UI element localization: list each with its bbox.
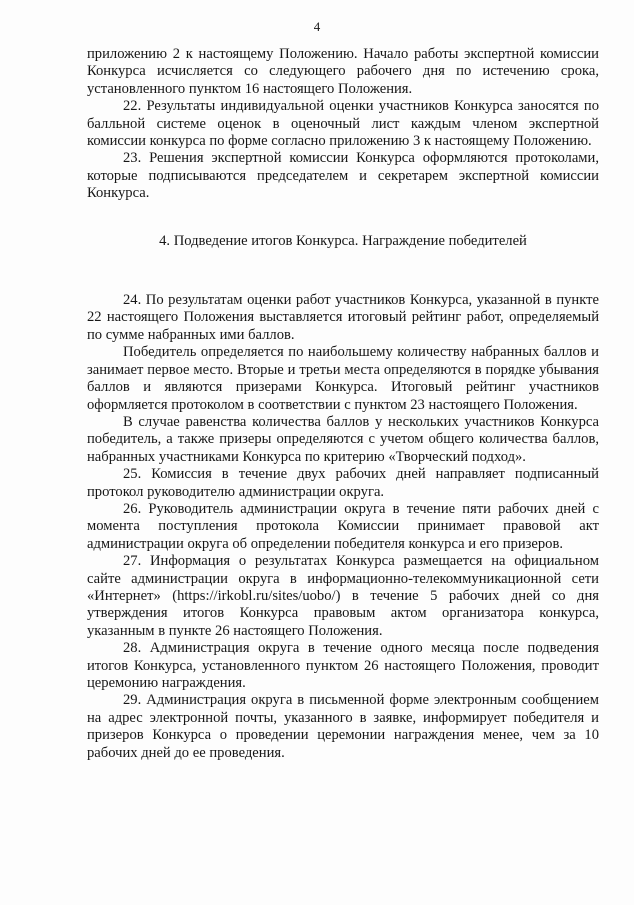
paragraph-22: 22. Результаты индивидуальной оценки участников Конкурса заносятся по балльной системе оценок в оценочный лист каждым членом экспертной комиссии конкурса по форме согласно приложению 3 к настоящему Положению. xyxy=(87,98,599,150)
document-body xyxy=(87,46,599,762)
paragraph-23: 23. Решения экспертной комиссии Конкурса оформляются протоколами, которые подписываются председателем и секретарем экспертной комиссии Конкурса. xyxy=(87,150,599,202)
paragraph-26: 26. Руководитель администрации округа в течение пяти рабочих дней с момента поступления протокола Комиссии принимает правовой акт администрации округа об определении победителя конкурса и его призеров. xyxy=(87,500,599,552)
section-heading: 4. Подведение итогов Конкурса. Награждение победителей xyxy=(159,232,527,249)
page-number: 4 xyxy=(313,19,321,34)
paragraph-27: 27. Информация о результатах Конкурса размещается на официальном сайте администрации округа в информационно-телекоммуникационной сети «Интернет» (https://irkobl.ru/sites/uobo/) в течение 5 рабочих дней со дня утверждения итогов Конкурса правовым актом организатора конкурса, указанным в пункте 26 настоящего Положения. xyxy=(87,553,599,639)
paragraph-25: 25. Комиссия в течение двух рабочих дней направляет подписанный протокол руководителю администрации округа. xyxy=(87,466,599,500)
paragraph-24: 24. По результатам оценки работ участников Конкурса, указанной в пункте 22 настоящего Положения выставляется итоговый рейтинг работ, определяемый по сумме набранных ими баллов. xyxy=(87,292,599,343)
paragraph-tie: В случае равенства количества баллов у нескольких участников Конкурса победитель, а также призеры определяются с учетом общего количества баллов, набранных участниками Конкурса по критерию «Творческий подход». xyxy=(87,413,599,465)
paragraph-28: 28. Администрация округа в течение одного месяца после подведения итогов Конкурса, установленного пунктом 26 настоящего Положения, проводит церемонию награждения. xyxy=(87,640,599,691)
paragraph-29: 29. Администрация округа в письменной форме электронным сообщением на адрес электронной почты, указанного в заявке, информирует победителя и призеров Конкурса о проведении церемонии награждения менее, чем за 10 рабочих дней до ее проведения. xyxy=(87,692,599,761)
paragraph-continuation: приложению 2 к настоящему Положению. Начало работы экспертной комиссии Конкурса исчисляется со следующего рабочего дня по истечению срока, установленного пунктом 16 настоящего Положения. xyxy=(87,46,599,97)
paragraph-winner: Победитель определяется по наибольшему количеству набранных баллов и занимает первое место. Вторые и третьи места определяются в порядке убывания баллов и являются призерами Конкурса. Итоговый рейтинг участников оформляется протоколом в соответствии с пунктом 23 настоящего Положения. xyxy=(87,344,599,413)
